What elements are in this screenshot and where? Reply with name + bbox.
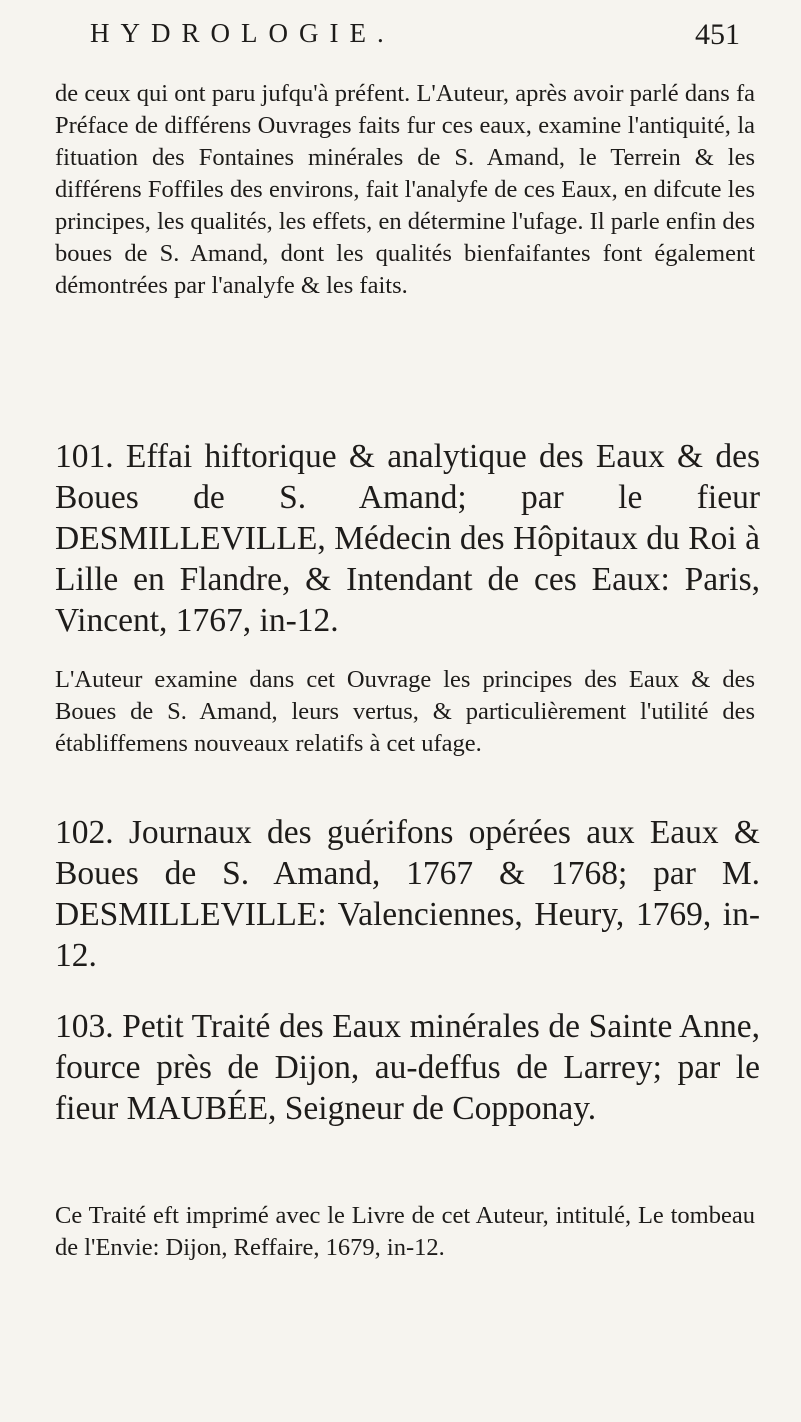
page-number: 451 bbox=[695, 18, 740, 51]
note-101: L'Auteur examine dans cet Ouvrage les principes des Eaux & des Boues de S. Amand, leurs vertus, & particulièrement l'utilité des établiffemens nouveaux relatifs à cet ufage. bbox=[55, 666, 755, 757]
note-103: Ce Traité eft imprimé avec le Livre de cet Auteur, intitulé, Le tombeau de l'Envie: Dijon, Reffaire, 1679, in-12. bbox=[55, 1202, 755, 1261]
entry-101: 101. Effai hiftorique & analytique des Eaux & des Boues de S. Amand; par le fieur DESMILLEVILLE, Médecin des Hôpitaux du Roi à Lille en Flandre, & Intendant de ces Eaux: Paris, Vincent, 1767, in-12. bbox=[55, 438, 760, 639]
entry-103: 103. Petit Traité des Eaux minérales de Sainte Anne, fource près de Dijon, au-deffus de Larrey; par le fieur MAUBÉE, Seigneur de Copponay. bbox=[55, 1008, 760, 1127]
header-title: HYDROLOGIE. bbox=[90, 18, 395, 48]
running-header bbox=[90, 18, 740, 62]
entry-102: 102. Journaux des guérifons opérées aux Eaux & Boues de S. Amand, 1767 & 1768; par M. DESMILLEVILLE: Valenciennes, Heury, 1769, in-12. bbox=[55, 814, 760, 974]
paragraph-intro: de ceux qui ont paru jufqu'à préfent. L'Auteur, après avoir parlé dans fa Préface de différens Ouvrages faits fur ces eaux, examine l'antiquité, la fituation des Fontaines minérales de S. Amand, le Terrein & les différens Foffiles des environs, fait l'analyfe de ces Eaux, en difcute les principes, les qualités, les effets, en détermine l'ufage. Il parle enfin des boues de S. Amand, dont les qualités bienfaifantes font également démontrées par l'analyfe & les faits. bbox=[55, 80, 755, 299]
